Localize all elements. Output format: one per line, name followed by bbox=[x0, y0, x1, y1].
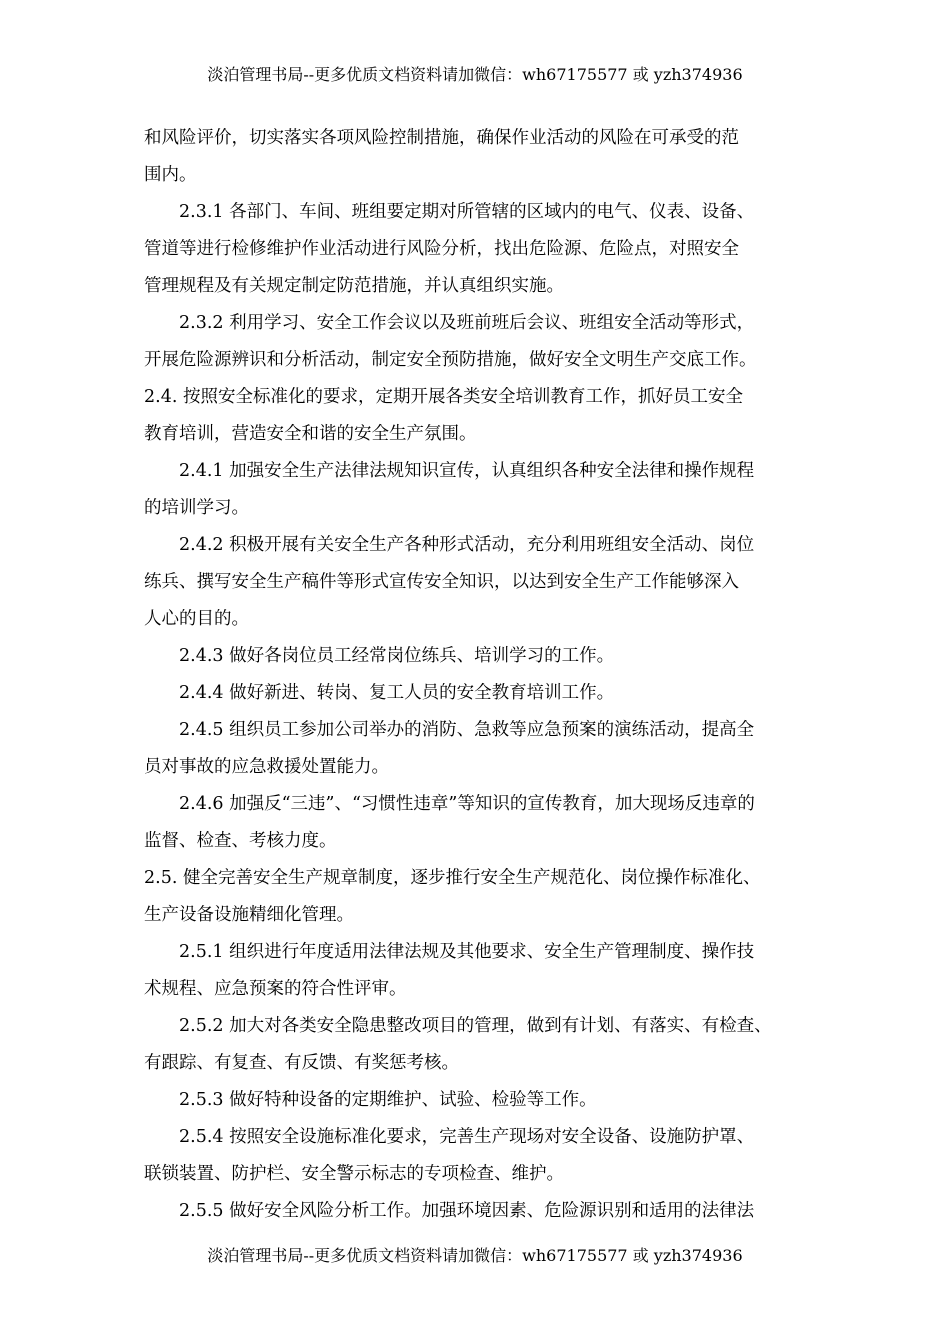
body-line: 联锁装置、防护栏、安全警示标志的专项检查、维护。 bbox=[144, 1164, 564, 1184]
body-line: 2.5.3 做好特种设备的定期维护、试验、检验等工作。 bbox=[179, 1090, 597, 1110]
body-line: 2.4.6 加强反“三违”、“习惯性违章”等知识的宣传教育，加大现场反违章的 bbox=[179, 794, 755, 814]
body-line: 管道等进行检修维护作业活动进行风险分析，找出危险源、危险点，对照安全 bbox=[144, 239, 739, 259]
section-heading-2-4: 2.4. 按照安全标准化的要求，定期开展各类安全培训教育工作，抓好员工安全 bbox=[144, 387, 743, 407]
body-line: 生产设备设施精细化管理。 bbox=[144, 905, 354, 925]
body-line: 2.4.1 加强安全生产法律法规知识宣传，认真组织各种安全法律和操作规程 bbox=[179, 461, 755, 481]
body-line: 管理规程及有关规定制定防范措施，并认真组织实施。 bbox=[144, 276, 564, 296]
body-line: 练兵、撰写安全生产稿件等形式宣传安全知识，以达到安全生产工作能够深入 bbox=[144, 572, 739, 592]
body-line: 2.4.2 积极开展有关安全生产各种形式活动，充分利用班组安全活动、岗位 bbox=[179, 535, 755, 555]
body-line: 2.3.1 各部门、车间、班组要定期对所管辖的区域内的电气、仪表、设备、 bbox=[179, 202, 755, 222]
body-line: 和风险评价，切实落实各项风险控制措施，确保作业活动的风险在可承受的范 bbox=[144, 128, 739, 148]
body-line: 2.4.3 做好各岗位员工经常岗位练兵、培训学习的工作。 bbox=[179, 646, 615, 666]
page-footer: 淡泊管理书局--更多优质文档资料请加微信：wh67175577 或 yzh374936 bbox=[207, 1246, 743, 1265]
body-line: 2.5.1 组织进行年度适用法律法规及其他要求、安全生产管理制度、操作技 bbox=[179, 942, 755, 962]
body-line: 2.4.5 组织员工参加公司举办的消防、急救等应急预案的演练活动，提高全 bbox=[179, 720, 755, 740]
body-line: 监督、检查、考核力度。 bbox=[144, 831, 337, 851]
body-line: 2.5.5 做好安全风险分析工作。加强环境因素、危险源识别和适用的法律法 bbox=[179, 1201, 755, 1221]
body-line: 围内。 bbox=[144, 165, 197, 185]
body-line: 2.3.2 利用学习、安全工作会议以及班前班后会议、班组安全活动等形式， bbox=[179, 313, 755, 333]
body-line: 2.5.4 按照安全设施标准化要求，完善生产现场对安全设备、设施防护罩、 bbox=[179, 1127, 755, 1147]
body-line: 2.5.2 加大对各类安全隐患整改项目的管理，做到有计划、有落实、有检查、 bbox=[179, 1016, 772, 1036]
page-header: 淡泊管理书局--更多优质文档资料请加微信：wh67175577 或 yzh374936 bbox=[207, 65, 743, 84]
body-line: 开展危险源辨识和分析活动，制定安全预防措施，做好安全文明生产交底工作。 bbox=[144, 350, 757, 370]
body-line: 员对事故的应急救援处置能力。 bbox=[144, 757, 389, 777]
body-line: 有跟踪、有复查、有反馈、有奖惩考核。 bbox=[144, 1053, 459, 1073]
body-line: 术规程、应急预案的符合性评审。 bbox=[144, 979, 407, 999]
body-line: 2.4.4 做好新进、转岗、复工人员的安全教育培训工作。 bbox=[179, 683, 615, 703]
document-body bbox=[144, 120, 828, 1230]
body-line: 的培训学习。 bbox=[144, 498, 249, 518]
body-line: 人心的目的。 bbox=[144, 609, 249, 629]
section-heading-2-5: 2.5. 健全完善安全生产规章制度，逐步推行安全生产规范化、岗位操作标准化、 bbox=[144, 868, 761, 888]
body-line: 教育培训，营造安全和谐的安全生产氛围。 bbox=[144, 424, 477, 444]
